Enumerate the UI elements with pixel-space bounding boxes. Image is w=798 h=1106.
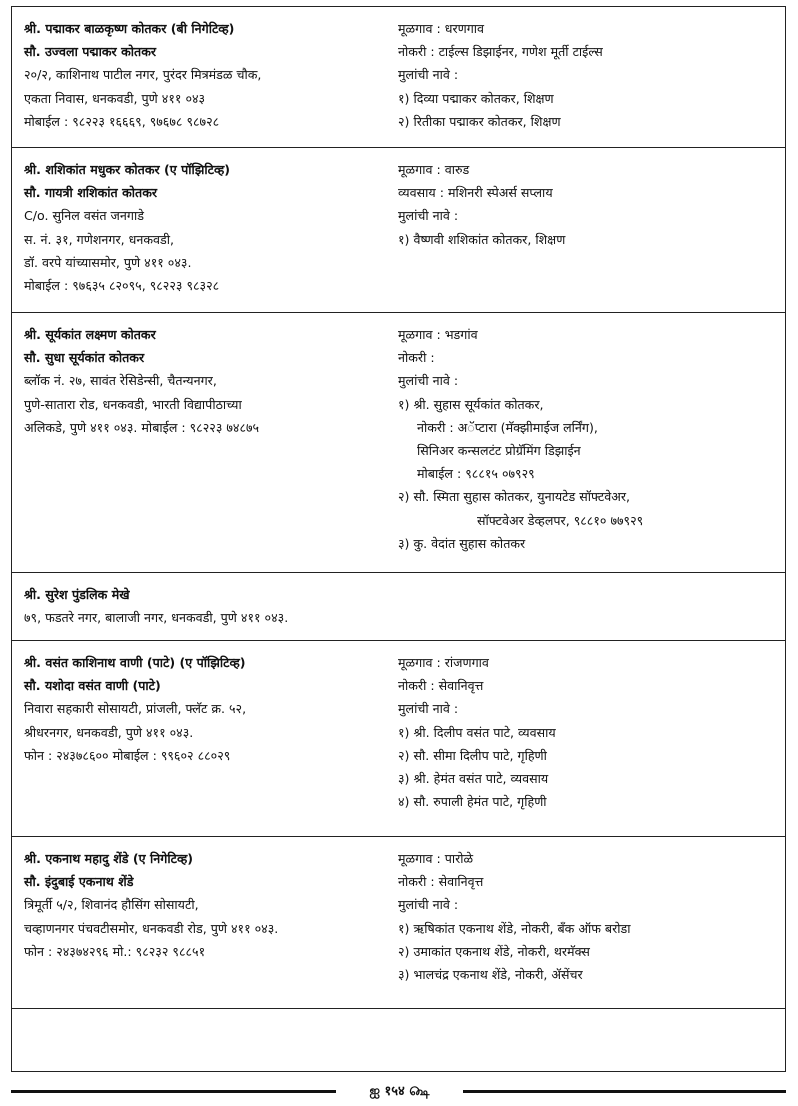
address-line: एकता निवास, धनकवडी, पुणे ४११ ०४३ — [24, 90, 206, 106]
address-line: ब्लॉक नं. २७, सावंत रेसिडेन्सी, चैतन्यनगर, — [24, 373, 217, 389]
child-item: १) वैष्णवी शशिकांत कोतकर, शिक्षण — [398, 231, 566, 247]
child-item: १) ऋषिकांत एकनाथ शेंडे, नोकरी, बँक ऑफ बरोडा — [398, 920, 631, 936]
occupation: नोकरी : — [398, 350, 435, 366]
entry-contact-column — [24, 583, 288, 629]
child-detail: सिनिअर कन्सलटंट प्रोग्रॅमिंग डिझाईन — [417, 443, 581, 459]
child-item: २) सौ. सीमा दिलीप पाटे, गृहिणी — [398, 747, 547, 763]
family-entry — [12, 573, 785, 641]
entry-details-column — [398, 158, 565, 251]
native-place: मूळगाव : पारोळे — [398, 851, 474, 866]
native-place: मूळगाव : भडगांव — [398, 327, 478, 342]
address-line: श्रीधरनगर, धनकवडी, पुणे ४११ ०४३. — [24, 724, 194, 740]
occupation: व्यवसाय : मशिनरी स्पेअर्स सप्लाय — [398, 185, 553, 201]
address-line: २०/२, काशिनाथ पाटील नगर, पुरंदर मित्रमंडळ चौक, — [24, 67, 262, 83]
entry-contact-column — [24, 17, 261, 133]
address-line: ७९, फडतरे नगर, बालाजी नगर, धनकवडी, पुणे ४११ ०४३. — [24, 610, 289, 626]
family-entry — [12, 641, 785, 837]
phone-line: फोन : २४३७४२९६ मो.: ९८२३२ ९८८५१ — [24, 943, 206, 959]
child-item: २) उमाकांत एकनाथ शेंडे, नोकरी, थरमॅक्स — [398, 943, 590, 959]
phone-line: मोबाईल : ९८२२३ १६६६९, ९७६७८ ९८७२८ — [24, 113, 220, 129]
child-item: १) श्री. सुहास सूर्यकांत कोतकर, — [398, 396, 544, 412]
child-detail: सॉफ्टवेअर डेव्हलपर, ९८८१० ७७९२९ — [477, 512, 644, 528]
address-line: पुणे-सातारा रोड, धनकवडी, भारती विद्यापीठाच्या — [24, 396, 242, 412]
family-entry — [12, 148, 785, 313]
address-line: स. नं. ३१, गणेशनगर, धनकवडी, — [24, 231, 175, 247]
page-footer — [11, 1082, 786, 1104]
entry-details-column — [398, 847, 631, 986]
phone-line: मोबाईल : ९७६३५ ८२०९५, ९८२२३ ९८३२८ — [24, 278, 220, 294]
child-item: ३) श्री. हेमंत वसंत पाटे, व्यवसाय — [398, 771, 549, 787]
directory-frame — [11, 6, 786, 1072]
children-heading: मुलांची नावे : — [398, 897, 459, 913]
entry-details-column — [398, 651, 556, 813]
entry-details-column — [398, 323, 643, 555]
address-line: त्रिमूर्ती ५/२, शिवानंद हौसिंग सोसायटी, — [24, 897, 199, 913]
page-number: ஐ १५४ ௸ — [369, 1084, 430, 1099]
family-entry — [12, 837, 785, 1009]
entry-details-column — [398, 17, 603, 133]
entry-contact-column — [24, 323, 259, 439]
children-heading: मुलांची नावे : — [398, 373, 459, 389]
children-heading: मुलांची नावे : — [398, 208, 459, 224]
entry-contact-column — [24, 847, 278, 963]
entry-contact-column — [24, 158, 230, 297]
head-name: श्री. वसंत काशिनाथ वाणी (पाटे) (ए पॉझिटिव्ह) — [24, 655, 246, 670]
spouse-name: सौ. इंदुबाई एकनाथ शेंडे — [24, 874, 134, 890]
head-name: श्री. सुरेश पुंडलिक मेखे — [24, 587, 130, 602]
child-detail: नोकरी : अॅप्टारा (मॅक्झीमाईज लर्निंग), — [417, 419, 598, 435]
child-item: १) श्री. दिलीप वसंत पाटे, व्यवसाय — [398, 724, 556, 740]
entry-contact-column — [24, 651, 246, 767]
family-entry — [12, 313, 785, 573]
spouse-name: सौ. उज्वला पद्माकर कोतकर — [24, 44, 157, 60]
child-detail: मोबाईल : ९८८१५ ०७९२९ — [417, 466, 535, 482]
spouse-name: सौ. सुधा सूर्यकांत कोतकर — [24, 350, 145, 366]
occupation: नोकरी : टाईल्स डिझाईनर, गणेश मूर्ती टाईल्स — [398, 44, 603, 60]
phone-line: अलिकडे, पुणे ४११ ०४३. मोबाईल : ९८२२३ ७४८७५ — [24, 419, 260, 435]
address-line: डॉ. वरपे यांच्यासमोर, पुणे ४११ ०४३. — [24, 254, 192, 270]
address-line: निवारा सहकारी सोसायटी, प्रांजली, फ्लॅट क्र. ५२, — [24, 701, 247, 717]
children-heading: मुलांची नावे : — [398, 701, 459, 717]
native-place: मूळगाव : वारुड — [398, 162, 470, 177]
child-item: ३) कु. वेदांत सुहास कोतकर — [398, 535, 526, 551]
children-heading: मुलांची नावे : — [398, 67, 459, 83]
native-place: मूळगाव : धरणगाव — [398, 21, 485, 36]
head-name: श्री. एकनाथ महादु शेंडे (ए निगेटिव्ह) — [24, 851, 194, 866]
family-entry — [12, 7, 785, 148]
child-item: २) सौ. स्मिता सुहास कोतकर, युनायटेड सॉफ्टवेअर, — [398, 489, 631, 505]
head-name: श्री. सूर्यकांत लक्ष्मण कोतकर — [24, 327, 156, 342]
head-name: श्री. पद्माकर बाळकृष्ण कोतकर (बी निगेटिव्ह) — [24, 21, 235, 36]
native-place: मूळगाव : रांजणगाव — [398, 655, 489, 670]
head-name: श्री. शशिकांत मधुकर कोतकर (ए पॉझिटिव्ह) — [24, 162, 231, 177]
occupation: नोकरी : सेवानिवृत्त — [398, 678, 484, 694]
child-item: २) रितीका पद्माकर कोतकर, शिक्षण — [398, 113, 561, 129]
address-line: चव्हाणनगर पंचवटीसमोर, धनकवडी रोड, पुणे ४११ ०४३. — [24, 920, 279, 936]
child-item: १) दिव्या पद्माकर कोतकर, शिक्षण — [398, 90, 554, 106]
care-of-line: C/o. सुनिल वसंत जनगाडे — [24, 208, 144, 224]
spouse-name: सौ. यशोदा वसंत वाणी (पाटे) — [24, 678, 161, 694]
footer-rule-left — [11, 1090, 336, 1093]
occupation: नोकरी : सेवानिवृत्त — [398, 874, 484, 890]
phone-line: फोन : २४३७८६०० मोबाईल : ९९६०२ ८८०२९ — [24, 747, 231, 763]
footer-rule-right — [463, 1090, 786, 1093]
child-item: ४) सौ. रुपाली हेमंत पाटे, गृहिणी — [398, 794, 547, 810]
spouse-name: सौ. गायत्री शशिकांत कोतकर — [24, 185, 158, 201]
child-item: ३) भालचंद्र एकनाथ शेंडे, नोकरी, ॲसेंचर — [398, 967, 583, 983]
